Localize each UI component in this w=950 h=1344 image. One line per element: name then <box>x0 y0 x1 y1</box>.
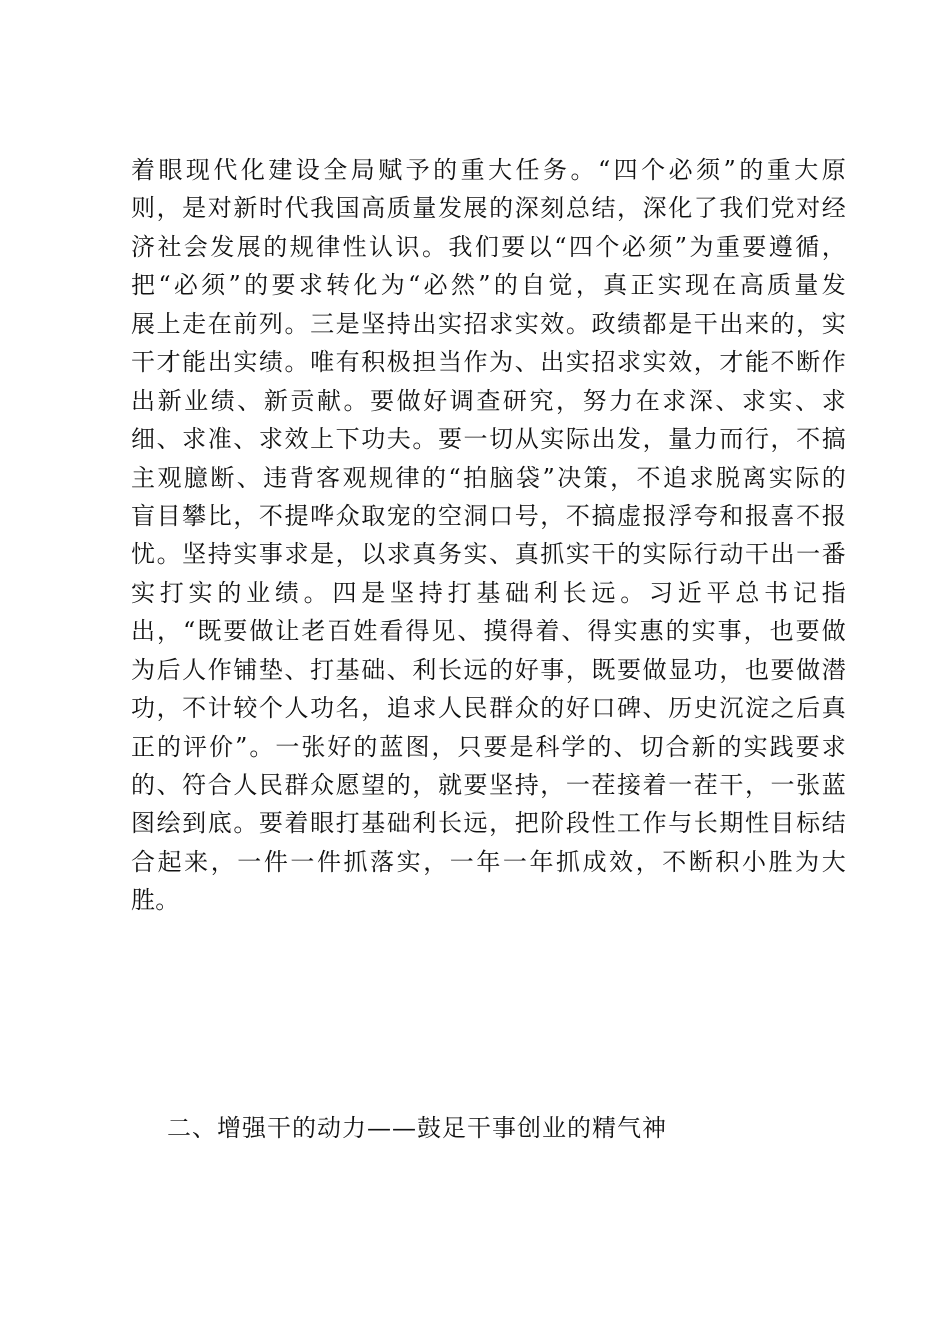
text-line: 主观臆断、违背客观规律的“拍脑袋”决策，不追求脱离实际的 <box>131 463 846 492</box>
text-line: 则，是对新时代我国高质量发展的深刻总结，深化了我们党对经 <box>131 194 846 223</box>
text-line: 功，不计较个人功名，追求人民群众的好口碑、历史沉淀之后真 <box>131 694 846 723</box>
body-paragraph <box>131 151 846 920</box>
text-line: 济社会发展的规律性认识。我们要以“四个必须”为重要遵循， <box>131 232 846 261</box>
text-line: 盲目攀比，不提哗众取宠的空洞口号，不搞虚报浮夸和报喜不报 <box>131 501 846 530</box>
text-line: 展上走在前列。三是坚持出实招求实效。政绩都是干出来的，实 <box>131 309 846 338</box>
text-line: 细、求准、求效上下功夫。要一切从实际出发，量力而行，不搞 <box>131 425 846 454</box>
text-line: 忧。坚持实事求是，以求真务实、真抓实干的实际行动干出一番 <box>131 540 846 569</box>
text-line: 胜。 <box>131 886 180 915</box>
text-line: 干才能出实绩。唯有积极担当作为、出实招求实效，才能不断作 <box>131 348 846 377</box>
text-line: 着眼现代化建设全局赋予的重大任务。“四个必须”的重大原 <box>131 156 846 184</box>
text-line: 合起来，一件一件抓落实，一年一年抓成效，不断积小胜为大 <box>131 847 846 876</box>
text-line: 把“必须”的要求转化为“必然”的自觉，真正实现在高质量发 <box>131 271 846 300</box>
text-line: 正的评价”。一张好的蓝图，只要是科学的、切合新的实践要求 <box>131 732 846 761</box>
section-heading: 二、增强干的动力——鼓足干事创业的精气神 <box>167 1114 667 1142</box>
text-line: 的、符合人民群众愿望的，就要坚持，一茬接着一茬干，一张蓝 <box>131 771 846 799</box>
text-line: 为后人作铺垫、打基础、利长远的好事，既要做显功，也要做潜 <box>131 655 846 684</box>
text-line: 实打实的业绩。四是坚持打基础利长远。习近平总书记指 <box>131 578 846 607</box>
text-line: 图绘到底。要着眼打基础利长远，把阶段性工作与长期性目标结 <box>131 809 846 838</box>
text-line: 出，“既要做让老百姓看得见、摸得着、得实惠的实事，也要做 <box>131 617 846 646</box>
text-line: 出新业绩、新贡献。要做好调查研究，努力在求深、求实、求 <box>131 386 846 415</box>
